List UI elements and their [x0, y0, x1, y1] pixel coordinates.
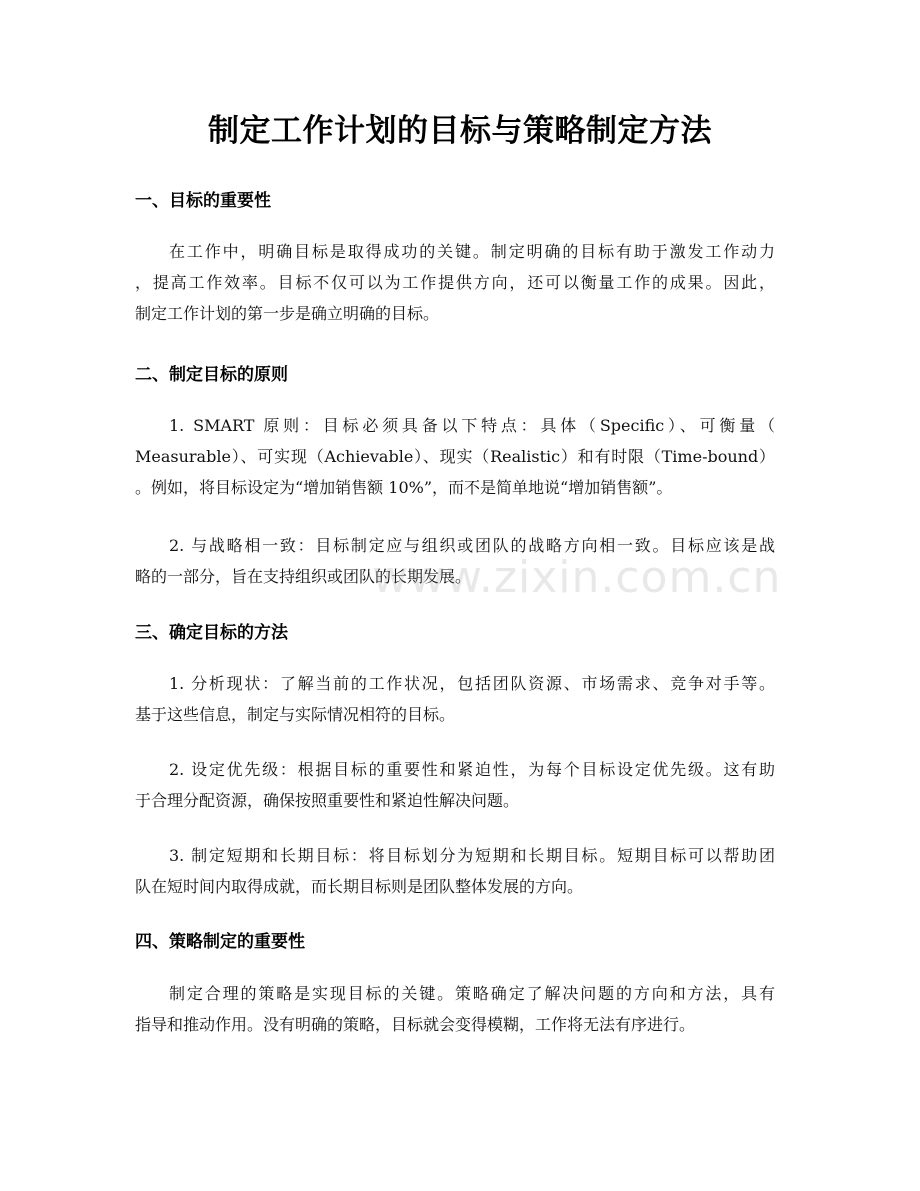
paragraph-3-2 [135, 754, 775, 816]
paragraph-line: 1. SMART 原则：目标必须具备以下特点：具体（Specific）、可衡量（ [169, 416, 775, 435]
section-heading-1: 一、目标的重要性 [135, 191, 271, 211]
paragraph-line: Measurable）、可实现（Achievable）、现实（Realistic）和有时限（Time-bound） [135, 447, 775, 466]
paragraph-line: 于合理分配资源，确保按照重要性和紧迫性解决问题。 [135, 791, 520, 810]
paragraph-1-1 [135, 236, 775, 329]
paragraph-line: 3. 制定短期和长期目标：将目标划分为短期和长期目标。短期目标可以帮助团 [169, 846, 775, 865]
paragraph-line: 2. 设定优先级：根据目标的重要性和紧迫性，为每个目标设定优先级。这有助 [169, 760, 775, 779]
paragraph-line: 指导和推动作用。没有明确的策略，目标就会变得模糊，工作将无法有序进行。 [135, 1015, 696, 1034]
section-heading-2: 二、制定目标的原则 [135, 365, 288, 385]
paragraph-line: ，提高工作效率。目标不仅可以为工作提供方向，还可以衡量工作的成果。因此， [135, 273, 775, 292]
watermark-text: www.zixin.com.cn [372, 552, 782, 603]
paragraph-line: 制定合理的策略是实现目标的关键。策略确定了解决问题的方向和方法，具有 [169, 984, 775, 1003]
section-heading-4: 四、策略制定的重要性 [135, 932, 305, 952]
paragraph-line: 在工作中，明确目标是取得成功的关键。制定明确的目标有助于激发工作动力 [169, 242, 775, 261]
paragraph-line: 1. 分析现状：了解当前的工作状况，包括团队资源、市场需求、竞争对手等。 [169, 674, 775, 693]
paragraph-4-1 [135, 978, 775, 1040]
paragraph-line: 略的一部分，旨在支持组织或团队的长期发展。 [135, 567, 472, 586]
paragraph-2-2 [135, 530, 775, 592]
document-title: 制定工作计划的目标与策略制定方法 [208, 113, 712, 149]
paragraph-line: 制定工作计划的第一步是确立明确的目标。 [135, 304, 440, 323]
paragraph-line: 队在短时间内取得成就，而长期目标则是团队整体发展的方向。 [135, 877, 584, 896]
paragraph-3-3 [135, 840, 775, 902]
section-heading-3: 三、确定目标的方法 [135, 623, 288, 643]
paragraph-line: 。例如，将目标设定为“增加销售额 10%”，而不是简单地说“增加销售额”。 [135, 478, 673, 497]
paragraph-line: 基于这些信息，制定与实际情况相符的目标。 [135, 705, 456, 724]
paragraph-2-1 [135, 410, 775, 503]
paragraph-3-1 [135, 668, 775, 730]
paragraph-line: 2. 与战略相一致：目标制定应与组织或团队的战略方向相一致。目标应该是战 [169, 536, 775, 555]
